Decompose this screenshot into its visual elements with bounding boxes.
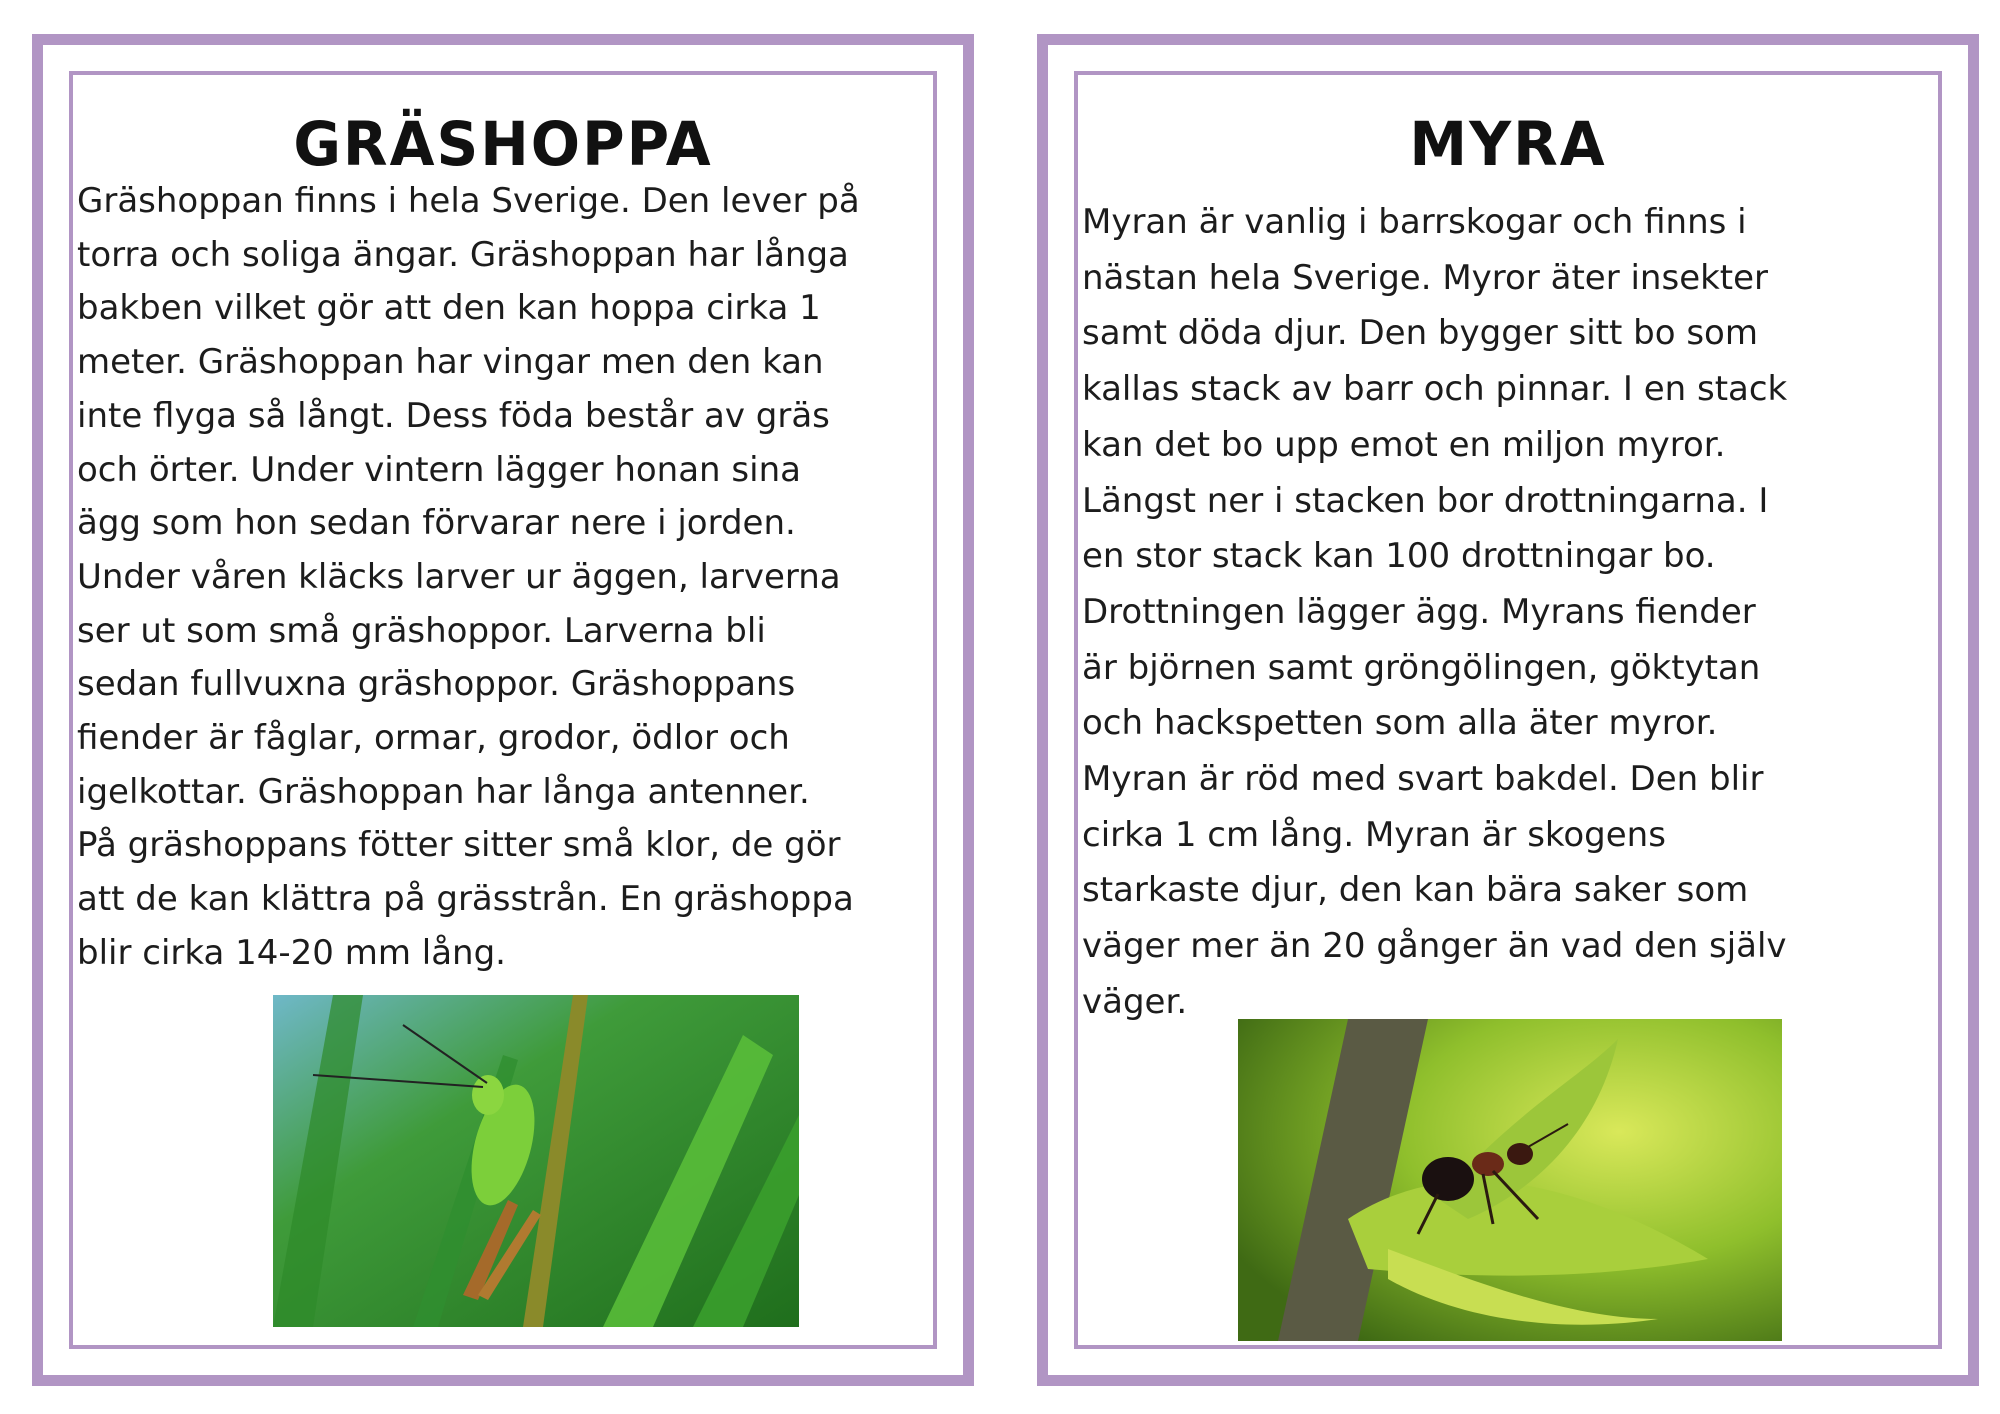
card-title: MYRA [1409,108,1607,180]
card-ant [1037,34,1979,1386]
card-body-text: Myran är vanlig i barrskogar och finns i nästan hela Sverige. Myror äter insekter samt döda djur. Den bygger sitt bo som kallas stack av barr och pinnar. I en stack kan det bo upp emot en miljon myror. Längst ner i stacken bor drottningarna. I en stor stack kan 100 drottningar bo. Drottningen lägger ägg. Myrans fiender är björnen samt gröngölingen, göktytan och hackspetten som alla äter myror. Myran är röd med svart bakdel. Den blir cirka 1 cm lång. Myran är skogens starkaste djur, den kan bära saker som väger mer än 20 gånger än vad den själv väger. [1082,202,1788,1022]
card-grasshopper [32,34,974,1386]
card-body-text: Gräshoppan finns i hela Sverige. Den lever på torra och soliga ängar. Gräshoppan har långa bakben vilket gör att den kan hoppa cirka 1 meter. Gräshoppan har vingar men den kan inte flyga så långt. Dess föda består av gräs och örter. Under vintern lägger honan sina ägg som hon sedan förvarar nere i jorden. Under våren kläcks larver ur äggen, larverna ser ut som små gräshoppor. Larverna bli sedan fullvuxna gräshoppor. Gräshoppans fiender är fåglar, ormar, grodor, ödlor och igelkottar. Gräshoppan har långa antenner. På gräshoppans fötter sitter små klor, de gör att de kan klättra på grässtrån. En gräshoppa blir cirka 14-20 mm lång. [77,181,860,973]
card-title: GRÄSHOPPA [293,108,713,180]
ant-photo [1238,1019,1782,1341]
grasshopper-photo [273,995,799,1327]
